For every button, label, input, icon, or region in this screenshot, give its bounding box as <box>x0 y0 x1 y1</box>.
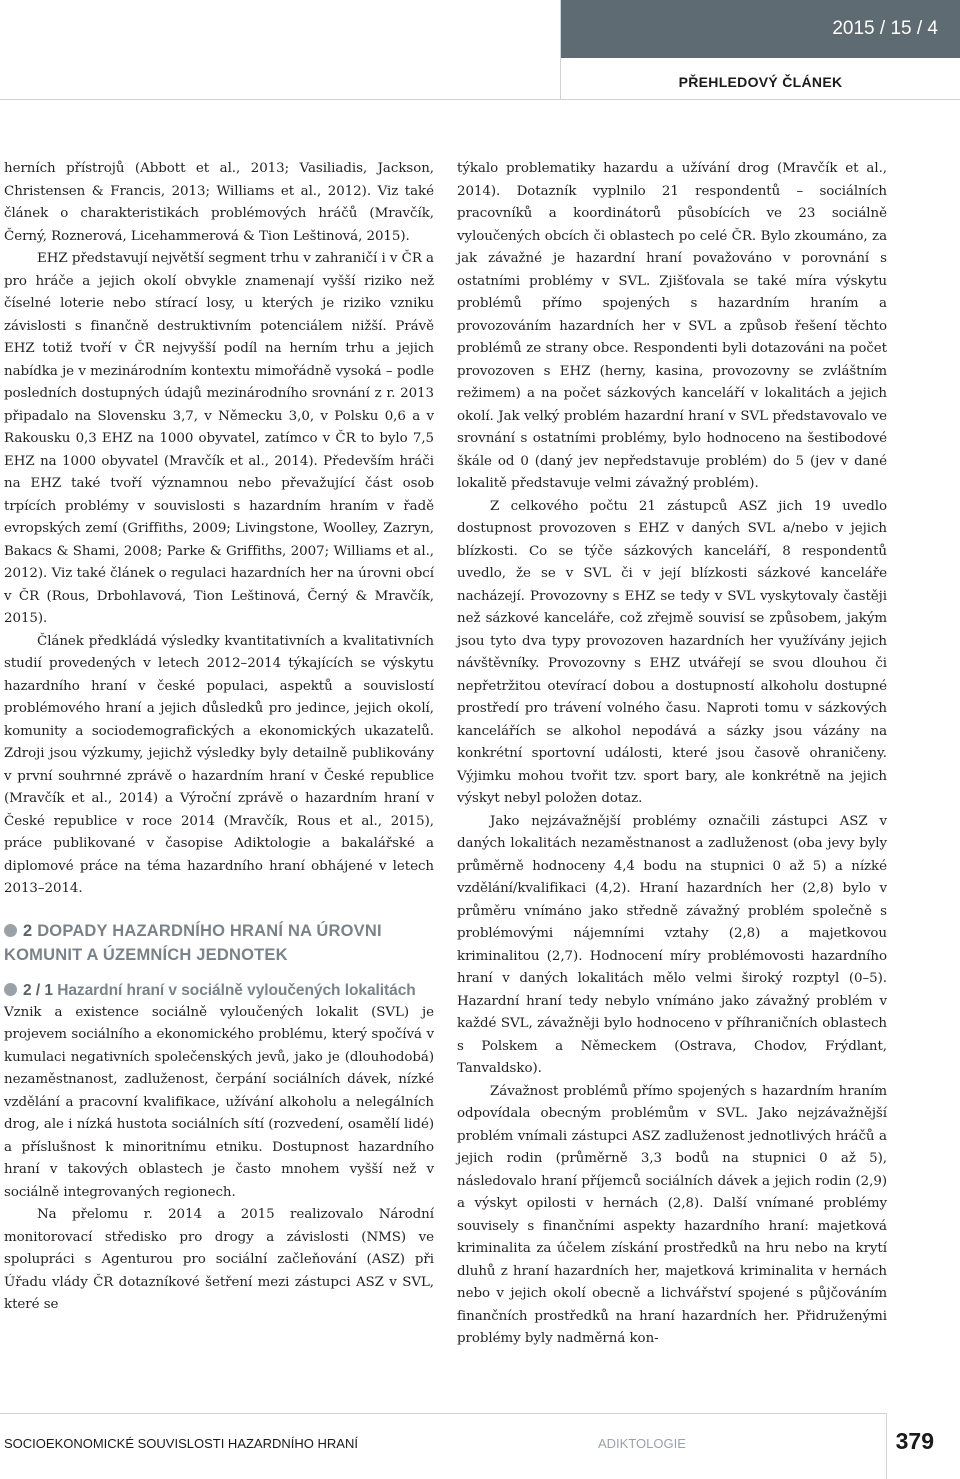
section-heading <box>4 919 434 967</box>
footer-divider <box>886 1413 887 1479</box>
paragraph: Vznik a existence sociálně vyloučených lokalit (SVL) je projevem sociálního a ekonomického problému, který spočívá v kumulaci negativních společenských jevů, jako je (dlouhodobá) nezaměstnanost, zadluženost, čerpání sociálních dávek, nízké vzdělání a pracovní kvalifikace, užívání alkoholu a nelegálních drog, ale i nízká hustota sociálních sítí (rozvedení, osamělí lidé) a příslušnost k minoritnímu etniku. Dostupnost hazardního hraní v takových oblastech je často mnohem vyšší než v sociálně integrovaných regionech. <box>4 1004 434 1200</box>
running-title: SOCIOEKONOMICKÉ SOUVISLOSTI HAZARDNÍHO HRANÍ <box>4 1436 358 1451</box>
subsection-title: Hazardní hraní v sociálně vyloučených lokalitách <box>57 981 416 999</box>
issue-number: 2015 / 15 / 4 <box>561 0 960 58</box>
paragraph: Jako nejzávažnější problémy označili zástupci ASZ v daných lokalitách nezaměstnanost a zadluženost (oba jevy byly průměrně hodnoceny 4,4 bodu na stupnici 0 až 5) a nízké vzdělání/kvalifikaci (4,2). Hraní hazardních her (2,8) bylo v průměru vnímáno jako středně závažný problém společně s problémovými nájemními vztahy (2,8) a majetkovou kriminalitou (2,7). Hodnocení míry problémovosti hazardního hraní v daných lokalitách mělo velmi široký rozptyl (0–5). Hazardní hraní tedy nebylo vnímáno jako závažný problém v každé SVL, závažněji bylo hodnoceno v příhraničních oblastech s Polskem a Německem (Ostrava, Chodov, Frýdlant, Tanvaldsko). <box>457 813 887 1076</box>
page-footer <box>0 1413 960 1479</box>
paragraph: týkalo problematiky hazardu a užívání drog (Mravčík et al., 2014). Dotazník vyplnilo 21 respondentů – sociálních pracovníků a koordinátorů působících ve 23 sociálně vyloučených obcích či oblastech po celé ČR. Bylo zkoumáno, za jak závažné je hazardní hraní považováno v porovnání s ostatními problémy v SVL. Zjišťovala se také míra výskytu problémů přímo spojených s hazardním hraním a provozováním hazardních her v SVL a způsob řešení těchto problémů ze strany obce. Respondenti byli dotazováni na počet provozoven s EHZ (herny, kasina, provozovny se zvláštním režimem) a na počet sázkových kanceláří v lokalitách a jejich okolí. Jak velký problém hazardní hraní v SVL představovalo ve srovnání s ostatními problémy, bylo hodnoceno na šestibodové škále od 0 (daný jev nepředstavuje problém) do 5 (jev v dané lokalitě představuje velmi závažný problém). <box>457 161 887 491</box>
paragraph: Závažnost problémů přímo spojených s hazardním hraním odpovídala obecným problémům v SVL. Jako nejzávažnější problém vnímali zástupci ASZ zadluženost jednotlivých hráčů a jejich rodin (průměrně 3,3 bodů na stupnici 0 až 5), následovalo hraní příjemců sociálních dávek a jejich rodin (2,9) a výskyt opilosti v hernách (2,8). Další vnímané problémy souvisely s finančními aspekty hazardního hraní: majetková kriminalita za účelem získání prostředků na hru nebo na krytí dluhů z hraní hazardních her, majetková kriminalita v hernách nebo v jejich okolí obecně a lichvářství spojené s půjčováním finančních prostředků na hraní hazardních her. Přidruženými problémy byly nadměrná kon- <box>457 1083 887 1346</box>
page-number: 379 <box>895 1428 934 1454</box>
section-title: DOPADY HAZARDNÍHO HRANÍ NA ÚROVNI KOMUNIT A ÚZEMNÍCH JEDNOTEK <box>4 921 382 964</box>
subsection-number: 2 / 1 <box>23 981 53 999</box>
journal-name: ADIKTOLOGIE <box>598 1436 686 1451</box>
right-column <box>457 158 887 1351</box>
left-column <box>4 158 434 1317</box>
paragraph: Článek předkládá výsledky kvantitativních a kvalitativních studií provedených v letech 2012–2014 týkajících se výskytu hazardního hraní v české populaci, aspektů a souvislostí problémového hraní a jejich důsledků pro jedince, jejich okolí, komunity a sociodemografických a ekonomických ukazatelů. Zdroji jsou výzkumy, jejichž výsledky byly detailně publikovány v první souhrnné zprávě o hazardním hraní v České republice (Mravčík et al., 2014) a Výroční zprávě o hazardním hraní v České republice v roce 2014 (Mravčík, Rous et al., 2015), práce publikované v časopise Adiktologie a bakalářské a diplomové práce na téma hazardního hraní obhájené v letech 2013–2014. <box>4 633 434 896</box>
bullet-icon <box>4 924 17 937</box>
paragraph: Na přelomu r. 2014 a 2015 realizovalo Národní monitorovací středisko pro drogy a závislosti (NMS) ve spolupráci s Agenturou pro sociální začleňování (ASZ) při Úřadu vlády ČR dotazníkové šetření mezi zástupci ASZ v SVL, které se <box>4 1207 434 1312</box>
bullet-icon <box>4 983 17 996</box>
section-number: 2 <box>23 921 33 940</box>
paragraph: herních přístrojů (Abbott et al., 2013; Vasiliadis, Jackson, Christensen & Francis, 2013; Williams et al., 2012). Viz také článek o charakteristikách problémových hráčů (Mravčík, Černý, Roznerová, Licehammerová & Tion Leštinová, 2015). <box>4 161 434 244</box>
footer-rule <box>0 1413 887 1414</box>
paragraph: Z celkového počtu 21 zástupců ASZ jich 19 uvedlo dostupnost provozoven s EHZ v daných SVL a/nebo v jejich blízkosti. Co se týče sázkových kanceláří, 8 respondentů uvedlo, že se v SVL či v její blízkosti sázkové kanceláře nacházejí. Provozovny s EHZ se tedy v SVL vyskytovaly častěji než sázkové kanceláře, což zřejmě souvisí se způsobem, jakým jsou tyto dva typy provozoven hazardních her využívány jejich návštěvníky. Provozovny s EHZ utvářejí se svou dlouhou či nepřetržitou otevírací dobou a dostupností alkoholu dostupné prostředí pro trávení volného času. Naproti tomu v sázkových kancelářích se alkohol nepodává a sázky jsou vázány na konkrétní sportovní události, které jsou časově ohraničeny. Výjimku mohou tvořit tzv. sport bary, ale konkrétně na jejich výskyt nebyl položen dotaz. <box>457 498 887 806</box>
header-rule <box>0 99 560 100</box>
issue-header <box>560 0 960 100</box>
subsection-heading <box>4 980 434 1002</box>
article-type: PŘEHLEDOVÝ ČLÁNEK <box>678 74 843 90</box>
paragraph: EHZ představují největší segment trhu v zahraničí i v ČR a pro hráče a jejich okolí obvykle znamenají vyšší riziko než číselné loterie nebo stírací losy, u kterých je riziko vzniku závislosti s finančně destruktivním potenciálem nižší. Právě EHZ totiž tvoří v ČR nejvyšší podíl na herním trhu a jejich nabídka je v mezinárodním kontextu mimořádně vysoká – podle posledních dostupných údajů mezinárodního srovnání z r. 2013 připadalo na Slovensku 3,7, v Německu 3,0, v Polsku 0,6 a v Rakousku 0,3 EHZ na 1000 obyvatel, zatímco v ČR to bylo 7,5 EHZ na 1000 obyvatel (Mravčík et al., 2014). Především hráči na EHZ také tvoří významnou nebo převažující část osob trpících problémy v souvislosti s hazardním hraním v řadě evropských zemí (Griffiths, 2009; Livingstone, Woolley, Zazryn, Bakacs & Shami, 2008; Parke & Griffiths, 2007; Williams et al., 2012). Viz také článek o regulaci hazardních her na úrovni obcí v ČR (Rous, Drbohlavová, Tion Leštinová, Černý & Mravčík, 2015). <box>4 251 434 626</box>
